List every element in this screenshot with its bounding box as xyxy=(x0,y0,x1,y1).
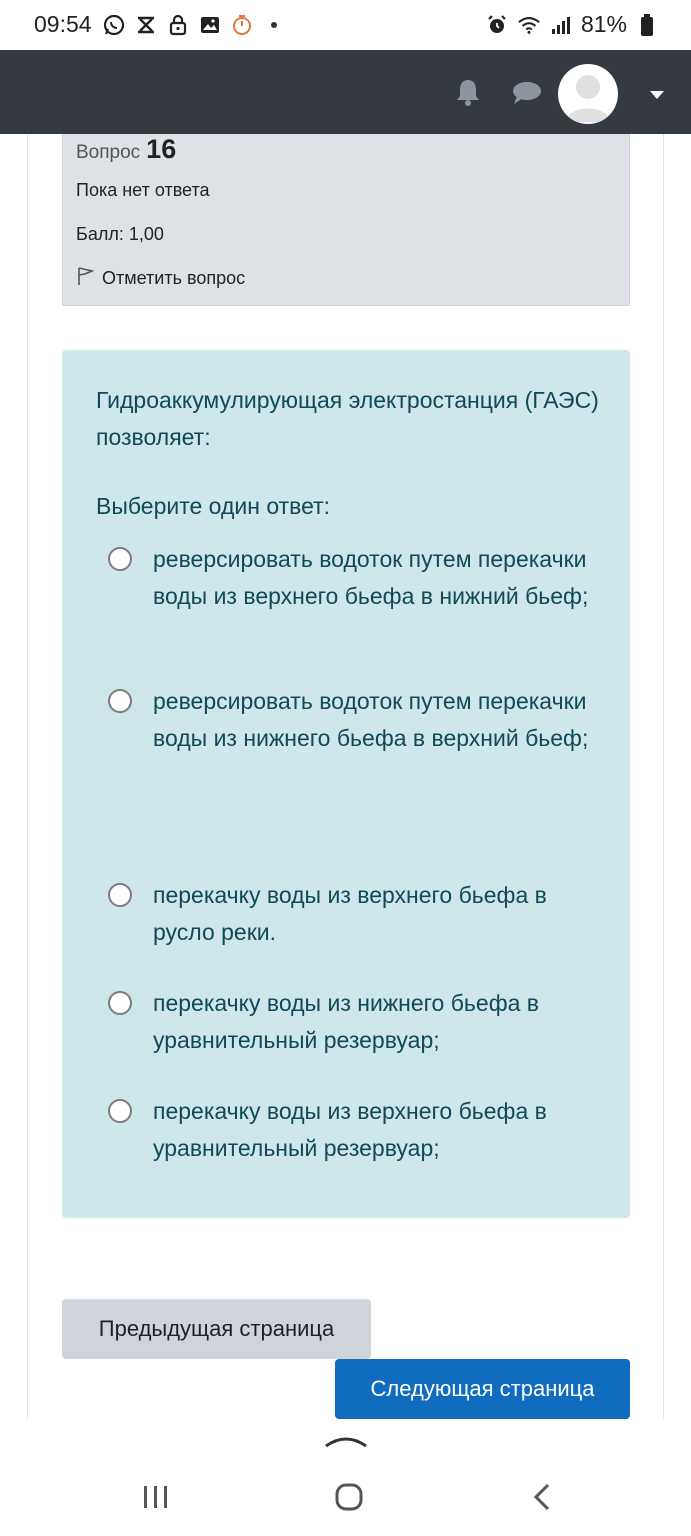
question-info-card xyxy=(62,134,630,306)
flag-label: Отметить вопрос xyxy=(102,268,246,288)
alarm-icon xyxy=(485,13,509,37)
answer-option-label[interactable]: реверсировать водоток путем перекачки воды из верхнего бьефа в нижний бьеф; xyxy=(153,546,589,609)
status-time: 09:54 xyxy=(34,11,92,37)
back-icon[interactable] xyxy=(533,1483,551,1516)
signal-icon xyxy=(549,13,573,37)
caret-down-icon[interactable] xyxy=(649,87,665,105)
question-score: Балл: 1,00 xyxy=(76,224,164,244)
flag-icon xyxy=(76,266,94,291)
question-number xyxy=(76,134,176,165)
answer-option-label[interactable]: перекачку воды из нижнего бьефа в уравнительный резервуар; xyxy=(153,990,540,1053)
home-icon[interactable] xyxy=(335,1483,363,1516)
radio-button[interactable] xyxy=(108,1099,132,1123)
question-number-value: 16 xyxy=(146,134,177,164)
status-bar xyxy=(0,0,691,50)
answer-prompt: Выберите один ответ: xyxy=(96,493,331,519)
previous-page-button[interactable]: Предыдущая страница xyxy=(62,1299,371,1359)
system-navigation-bar xyxy=(0,1419,691,1536)
chat-icon[interactable] xyxy=(512,80,542,111)
avatar[interactable] xyxy=(558,64,618,124)
bell-icon[interactable] xyxy=(455,78,481,111)
missed-call-icon xyxy=(134,13,158,37)
answer-option-label[interactable]: перекачку воды из верхнего бьефа в уравнительный резервуар; xyxy=(153,1098,547,1161)
radio-button[interactable] xyxy=(108,883,132,907)
battery-percent: 81% xyxy=(580,11,627,37)
radio-button[interactable] xyxy=(108,547,132,571)
wifi-icon xyxy=(517,13,541,37)
dot-icon xyxy=(262,13,286,37)
question-box xyxy=(62,350,630,1218)
battery-icon xyxy=(635,13,659,37)
question-label: Вопрос xyxy=(76,142,141,163)
recents-icon[interactable] xyxy=(143,1484,169,1515)
answer-status: Пока нет ответа xyxy=(76,180,210,200)
flag-question-link[interactable] xyxy=(76,266,245,291)
answer-option-label[interactable]: реверсировать водоток путем перекачки воды из нижнего бьефа в верхний бьеф; xyxy=(153,688,589,751)
status-left-icons xyxy=(102,13,286,37)
chevron-up-icon[interactable] xyxy=(324,1434,368,1453)
next-page-button[interactable]: Следующая страница xyxy=(335,1359,630,1419)
question-text: Гидроаккумулирующая электростанция (ГАЭС) позволяет: xyxy=(96,387,599,450)
radio-button[interactable] xyxy=(108,991,132,1015)
answer-option-label[interactable]: перекачку воды из верхнего бьефа в русло реки. xyxy=(153,882,547,945)
top-navbar xyxy=(0,50,691,134)
status-right-icons xyxy=(485,11,659,38)
whatsapp-icon xyxy=(102,13,126,37)
timer-icon xyxy=(230,13,254,37)
radio-button[interactable] xyxy=(108,689,132,713)
lock-icon xyxy=(166,13,190,37)
gallery-icon xyxy=(198,13,222,37)
